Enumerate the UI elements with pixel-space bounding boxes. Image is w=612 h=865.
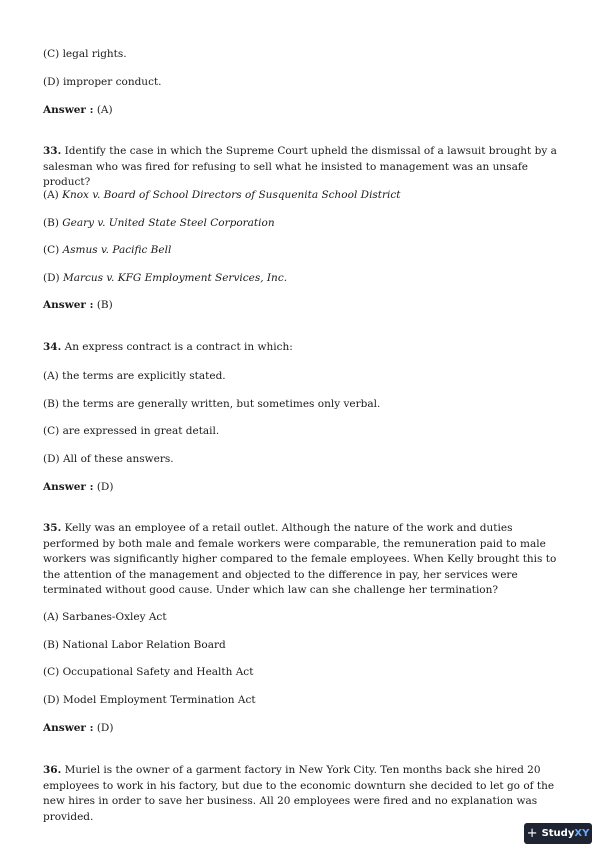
brand-name: Study: [541, 828, 575, 839]
question-text: An express contract is a contract in which:: [64, 341, 293, 353]
case-name: Asmus v. Pacific Bell: [62, 244, 172, 256]
question-text: Kelly was an employee of a retail outlet. Although the nature of the work and duties performed by both male and female workers were comparable, the remuneration paid to male workers was significantly higher compared to the female employees. When Kelly brought this to the attention of the management and objected to the difference in pay, her services were terminated without good cause. Under which law can she challenge her termination?: [43, 522, 557, 596]
answer-line: [43, 103, 113, 117]
option-a: (A) the terms are explicitly stated.: [43, 370, 226, 382]
answer-value: (D): [96, 722, 114, 734]
question-text: Muriel is the owner of a garment factory in New York City. Ten months back she hired 20 employees to work in his factory, but due to the economic downturn she decided to let go of the new hires in order to save her business. All 20 employees were fired and no explanation was provided.: [43, 764, 555, 823]
option-c: [43, 243, 171, 257]
option-a: [43, 188, 401, 202]
option-prefix: (D): [43, 272, 60, 284]
plus-icon: +: [526, 826, 538, 841]
studyxy-badge[interactable]: [524, 823, 592, 844]
answer-label: Answer :: [43, 481, 94, 493]
option-d: (D) Model Employment Termination Act: [43, 694, 256, 706]
answer-line: [43, 298, 113, 312]
option-d: [43, 271, 287, 285]
option-b: [43, 216, 275, 230]
case-name: Geary v. United State Steel Corporation: [62, 217, 275, 229]
answer-label: Answer :: [43, 299, 94, 311]
option-c: (C) are expressed in great detail.: [43, 425, 220, 437]
option-d: (D) All of these answers.: [43, 453, 174, 465]
answer-line: [43, 480, 113, 494]
question-34: [43, 340, 571, 356]
option-prefix: (A): [43, 189, 59, 201]
option-b: (B) National Labor Relation Board: [43, 639, 226, 651]
answer-label: Answer :: [43, 722, 94, 734]
question-number: 33.: [43, 145, 62, 157]
question-number: 34.: [43, 341, 62, 353]
question-36: [43, 763, 571, 825]
option-prefix: (B): [43, 217, 59, 229]
question-number: 35.: [43, 522, 62, 534]
answer-value: (D): [96, 481, 114, 493]
answer-line: [43, 721, 113, 735]
option-prefix: (C): [43, 244, 60, 256]
question-text: Identify the case in which the Supreme Court upheld the dismissal of a lawsuit brought by a salesman who was fired for refusing to sell what he insisted to management was an unsafe product?: [43, 145, 557, 188]
answer-label: Answer :: [43, 104, 94, 116]
brand-accent: XY: [574, 828, 590, 839]
option-b: (B) the terms are generally written, but sometimes only verbal.: [43, 398, 381, 410]
question-35: [43, 521, 571, 599]
question-number: 36.: [43, 764, 62, 776]
case-name: Marcus v. KFG Employment Services, Inc.: [62, 272, 288, 284]
option-a: (A) Sarbanes-Oxley Act: [43, 611, 167, 623]
option-c: (C) legal rights.: [43, 48, 127, 60]
option-d: (D) improper conduct.: [43, 76, 162, 88]
answer-value: (A): [96, 104, 113, 116]
answer-value: (B): [96, 299, 113, 311]
question-33: [43, 144, 571, 191]
case-name: Knox v. Board of School Directors of Susquenita School District: [62, 189, 401, 201]
option-c: (C) Occupational Safety and Health Act: [43, 666, 254, 678]
